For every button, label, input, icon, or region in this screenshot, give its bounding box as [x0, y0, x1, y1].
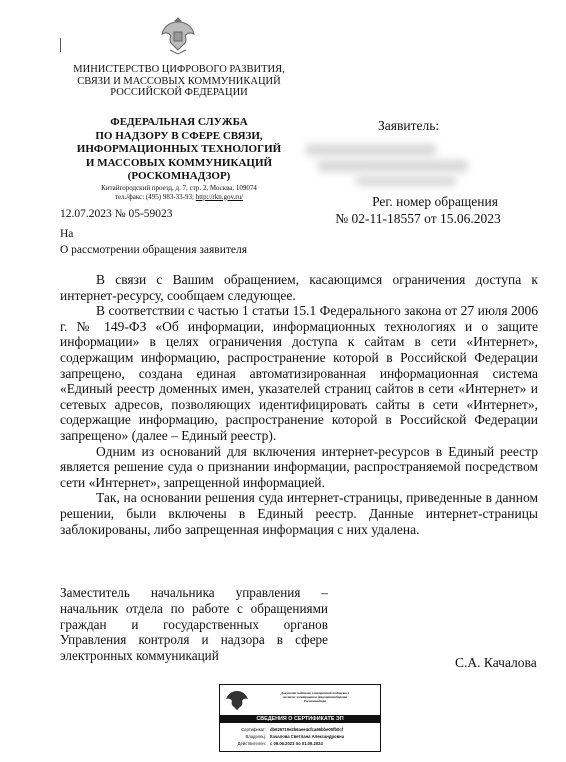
registration-label: Рег. номер обращения — [372, 194, 498, 209]
reply-to-label: На — [60, 228, 74, 240]
agency-address: Китайгородский проезд, д. 7, стр. 2, Москва, 109074 тел./факс: (495) 983-33-93; http://rkn.gov.ru/ — [101, 184, 257, 201]
stamp-header: Документ подписан электронной подписью в системе электронного документооборота Роскомнадзора — [280, 691, 350, 704]
ministry-name: МИНИСТЕРСТВО ЦИФРОВОГО РАЗВИТИЯ, СВЯЗИ И МАССОВЫХ КОММУНИКАЦИЙ РОССИЙСКОЙ ФЕДЕРАЦИИ — [73, 64, 285, 98]
coat-of-arms-icon — [158, 12, 198, 56]
outgoing-date-number: 12.07.2023 № 05-59023 — [60, 208, 173, 220]
letter-body — [60, 272, 538, 537]
body-paragraph: Так, на основании решения суда интернет-страницы, приведенные в данном решении, были включены в Единый реестр. Данные интернет-страницы заблокированы, либо запрещенная информация с них удалена. — [60, 490, 538, 537]
letter-subject: О рассмотрении обращения заявителя — [60, 244, 248, 256]
stamp-validity-row: Действителен: с 09.06.2023 по 01.09.2024 — [237, 741, 323, 746]
body-paragraph: Одним из оснований для включения интернет-ресурсов в Единый реестр является решение суда о признании информации, распространяемой посредством сети «Интернет», запрещенной информацией. — [60, 443, 538, 490]
body-paragraph: В связи с Вашим обращением, касающимся ограничения доступа к интернет-ресурсу, сообщаем следующее. — [60, 272, 538, 303]
margin-mark — [60, 38, 61, 52]
emblem-icon — [224, 689, 250, 711]
body-paragraph: В соответствии с частью 1 статьи 15.1 Федерального закона от 27 июля 2006 г. № 149-ФЗ «Об информации, информационных технологиях и о защите информации» в целях ограничения доступа к сайтам в сети «Интернет», содержащим информацию, распространение которой в Российской Федерации запрещено, создана единая автоматизированная информационная система «Единый реестр доменных имен, указателей страниц сайтов в сети «Интернет» и сетевых адресов, позволяющих идентифицировать сайты в сети «Интернет», содержащие информацию, распространение которой в Российской Федерации запрещено» (далее – Единый реестр). — [60, 303, 538, 443]
registration-number: № 02-11-18557 от 15.06.2023 — [335, 211, 501, 226]
e-signature-stamp — [219, 684, 381, 752]
signatory-name: С.А. Качалова — [455, 655, 537, 670]
stamp-title: СВЕДЕНИЯ О СЕРТИФИКАТЕ ЭП — [220, 715, 380, 723]
redacted-applicant-line-2 — [318, 160, 468, 172]
agency-name: ФЕДЕРАЛЬНАЯ СЛУЖБА ПО НАДЗОРУ В СФЕРЕ СВЯЗИ, ИНФОРМАЦИОННЫХ ТЕХНОЛОГИЙ И МАССОВЫХ КОММУНИКАЦИЙ (РОСКОМНАДЗОР) — [76, 116, 282, 182]
website-link[interactable]: http://rkn.gov.ru/ — [195, 192, 244, 201]
signatory-position: Заместитель начальника управления – начальник отдела по работе с обращениями граждан и государственных органов Управления контроля и надзора в сфере электронных коммуникаций — [60, 585, 328, 664]
stamp-owner-row: Владелец: Качалова Светлана Александровна — [245, 734, 345, 739]
applicant-label: Заявитель: — [378, 118, 440, 133]
redacted-applicant-line-1 — [306, 144, 436, 156]
stamp-certificate-row: Сертификат: db626719e2b6aee4cfca66bbe00fb0cf — [241, 727, 344, 732]
redacted-applicant-line-3 — [356, 176, 456, 186]
